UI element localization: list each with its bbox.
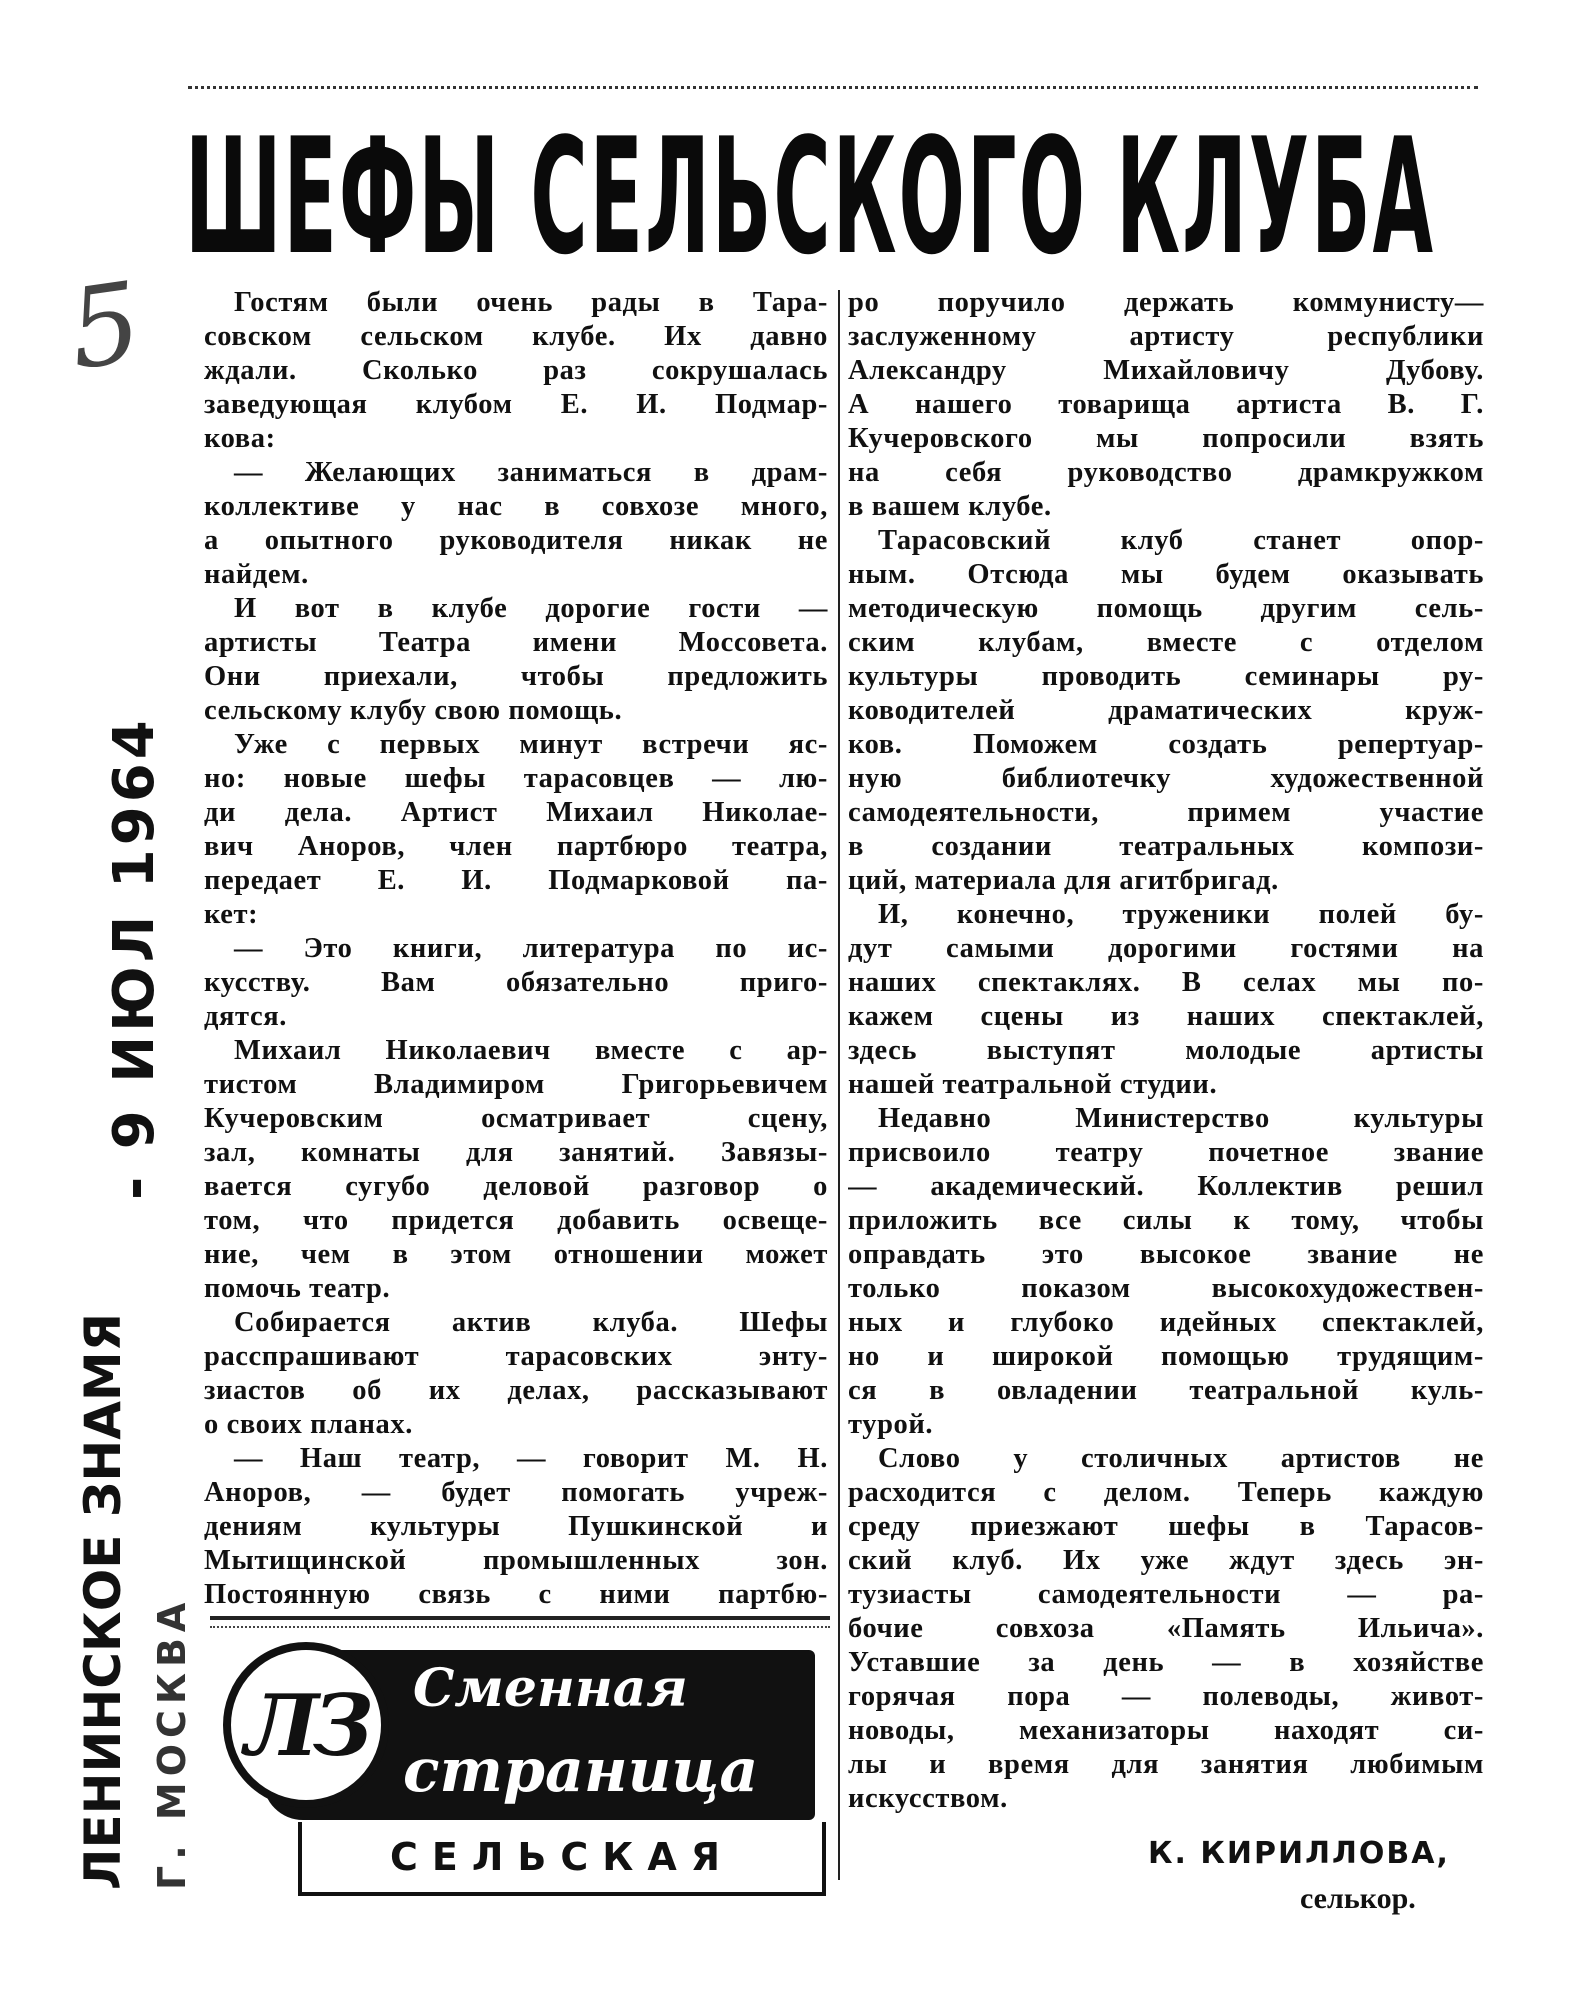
logo-monogram: ЛЗ xyxy=(244,1675,368,1775)
text-line: заслуженному артисту республики xyxy=(848,321,1484,352)
text-line: Собирается актив клуба. Шефы xyxy=(234,1307,828,1338)
top-dotted-rule xyxy=(188,86,1478,89)
logo-script-line2: страница xyxy=(403,1736,759,1806)
author-role: селькор. xyxy=(1300,1882,1416,1915)
text-line: Кучеровским осматривает сцену, xyxy=(204,1103,828,1134)
text-line: дут самыми дорогими гостями на xyxy=(848,933,1484,964)
text-line: в вашем клубе. xyxy=(848,491,1052,522)
headline xyxy=(185,103,1435,290)
text-line: методическую помощь другим сель- xyxy=(848,593,1484,624)
text-line: тистом Владимиром Григорьевичем xyxy=(204,1069,828,1100)
text-line: новоды, механизаторы находят си- xyxy=(848,1715,1484,1746)
text-line: ро поручило держать коммунисту— xyxy=(848,287,1484,318)
text-line: турой. xyxy=(848,1409,934,1440)
logo-band-text: СЕЛЬСКАЯ xyxy=(390,1835,734,1879)
logo-monogram-badge xyxy=(223,1642,389,1808)
text-line: ждали. Сколько раз сокрушалась xyxy=(204,355,828,386)
text-line: Слово у столичных артистов не xyxy=(878,1443,1484,1474)
text-line: ным. Отсюда мы будем оказывать xyxy=(848,559,1484,590)
text-line: наших спектаклях. В селах мы по- xyxy=(848,967,1484,998)
text-line: И, конечно, труженики полей бу- xyxy=(878,899,1484,930)
text-line: Гостям были очень рады в Тара- xyxy=(234,287,828,318)
text-line: передает Е. И. Подмарковой па- xyxy=(204,865,828,896)
text-line: Кучеровского мы попросили взять xyxy=(848,423,1484,454)
text-line: — Желающих заниматься в драм- xyxy=(234,457,828,488)
text-line: кова: xyxy=(204,423,276,454)
text-line: Тарасовский клуб станет опор- xyxy=(878,525,1484,556)
text-line: ский клуб. Их уже ждут здесь эн- xyxy=(848,1545,1484,1576)
text-line: на себя руководство драмкружком xyxy=(848,457,1484,488)
text-line: зиастов об их делах, рассказывают xyxy=(204,1375,828,1406)
text-line: ние, чем в этом отношении может xyxy=(204,1239,828,1270)
text-line: заведующая клубом Е. И. Подмар- xyxy=(204,389,828,420)
text-line: том, что придется добавить освеще- xyxy=(204,1205,828,1236)
text-line: здесь выступят молодые артисты xyxy=(848,1035,1484,1066)
text-line: ководителей драматических круж- xyxy=(848,695,1484,726)
column-divider xyxy=(838,290,840,1880)
text-line: Постоянную связь с ними партбю- xyxy=(204,1579,828,1610)
section-dotted-rule xyxy=(210,1626,830,1628)
logo-script-line1: Сменная xyxy=(413,1658,688,1719)
text-line: расходится с делом. Теперь каждую xyxy=(848,1477,1484,1508)
text-line: о своих планах. xyxy=(204,1409,413,1440)
text-line: ским клубам, вместе с отделом xyxy=(848,627,1484,658)
handwritten-page-number: 5 xyxy=(61,257,149,395)
text-line: вается сугубо деловой разговор о xyxy=(204,1171,828,1202)
section-logo xyxy=(223,1642,815,1897)
headline-text: ШЕФЫ СЕЛЬСКОГО КЛУБА xyxy=(185,103,1435,290)
text-line: ций, материала для агитбригад. xyxy=(848,865,1279,896)
text-line: Мытищинской промышленных зон. xyxy=(204,1545,828,1576)
text-line: присвоило театру почетное звание xyxy=(848,1137,1484,1168)
text-line: А нашего товарища артиста В. Г. xyxy=(848,389,1484,420)
article-column-left xyxy=(204,286,828,1612)
text-line: ся в овладении театральной куль- xyxy=(848,1375,1484,1406)
text-line: Александру Михайловичу Дубову. xyxy=(848,355,1484,386)
text-line: кет: xyxy=(204,899,259,930)
text-line: но: новые шефы тарасовцев — лю- xyxy=(204,763,828,794)
text-line: ную библиотечку художественной xyxy=(848,763,1484,794)
text-line: оправдать это высокое звание не xyxy=(848,1239,1484,1270)
text-line: вич Аноров, член партбюро театра, xyxy=(204,831,828,862)
text-line: И вот в клубе дорогие гости — xyxy=(234,593,828,624)
text-line: коллективе у нас в совхозе много, xyxy=(204,491,828,522)
text-line: Уставшие за день — в хозяйстве xyxy=(848,1647,1484,1678)
stamp-newspaper-name: ЛЕНИНСКОЕ ЗНАМЯ xyxy=(74,1312,132,1890)
text-line: лы и время для занятия любимым xyxy=(848,1749,1484,1780)
section-rule xyxy=(210,1616,830,1620)
text-line: только показом высокохудожествен- xyxy=(848,1273,1484,1304)
text-line: Они приехали, чтобы предложить xyxy=(204,661,828,692)
text-line: ков. Поможем создать репертуар- xyxy=(848,729,1484,760)
text-line: в создании театральных компози- xyxy=(848,831,1484,862)
text-line: но и широкой помощью трудящим- xyxy=(848,1341,1484,1372)
text-line: помочь театр. xyxy=(204,1273,391,1304)
stamp-date: - 9 ИЮЛ 1964 xyxy=(102,716,167,1200)
text-line: кажем сцены из наших спектаклей, xyxy=(848,1001,1484,1032)
text-line: ди дела. Артист Михаил Николае- xyxy=(204,797,828,828)
text-line: кусству. Вам обязательно приго- xyxy=(204,967,828,998)
text-line: совском сельском клубе. Их давно xyxy=(204,321,828,352)
text-line: культуры проводить семинары ру- xyxy=(848,661,1484,692)
article-column-right xyxy=(848,286,1484,1816)
text-line: — Это книги, литература по ис- xyxy=(234,933,828,964)
text-line: сельскому клубу свою помощь. xyxy=(204,695,623,726)
logo-band xyxy=(298,1822,826,1896)
text-line: найдем. xyxy=(204,559,309,590)
text-line: дятся. xyxy=(204,1001,287,1032)
author-name: К. КИРИЛЛОВА, xyxy=(1148,1836,1450,1871)
text-line: расспрашивают тарасовских энту- xyxy=(204,1341,828,1372)
text-line: бочие совхоза «Память Ильича». xyxy=(848,1613,1484,1644)
text-line: артисты Театра имени Моссовета. xyxy=(204,627,828,658)
text-line: среду приезжают шефы в Тарасов- xyxy=(848,1511,1484,1542)
text-line: тузиасты самодеятельности — ра- xyxy=(848,1579,1484,1610)
text-line: Недавно Министерство культуры xyxy=(878,1103,1484,1134)
text-line: приложить все силы к тому, чтобы xyxy=(848,1205,1484,1236)
text-line: а опытного руководителя никак не xyxy=(204,525,828,556)
stamp-city: Г. МОСКВА xyxy=(150,1596,194,1890)
text-line: зал, комнаты для занятий. Завязы- xyxy=(204,1137,828,1168)
text-line: ных и глубоко идейных спектаклей, xyxy=(848,1307,1484,1338)
text-line: Михаил Николаевич вместе с ар- xyxy=(234,1035,828,1066)
text-line: — академический. Коллектив решил xyxy=(848,1171,1484,1202)
text-line: самодеятельности, примем участие xyxy=(848,797,1484,828)
text-line: — Наш театр, — говорит М. Н. xyxy=(234,1443,828,1474)
text-line: искусством. xyxy=(848,1783,1008,1814)
text-line: Уже с первых минут встречи яс- xyxy=(234,729,828,760)
text-line: горячая пора — полеводы, живот- xyxy=(848,1681,1484,1712)
text-line: Аноров, — будет помогать учреж- xyxy=(204,1477,828,1508)
text-line: дениям культуры Пушкинской и xyxy=(204,1511,828,1542)
text-line: нашей театральной студии. xyxy=(848,1069,1218,1100)
